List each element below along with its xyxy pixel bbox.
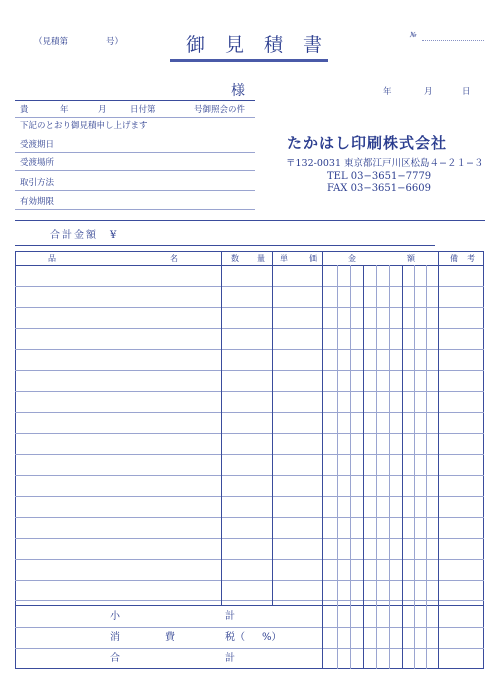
title-char-1: 御 bbox=[186, 34, 206, 56]
header-amount-char-2: 額 bbox=[407, 254, 415, 263]
col-divider-remarks bbox=[438, 251, 439, 669]
total-amount-top-line bbox=[15, 220, 485, 221]
total-char-1: 合 bbox=[110, 653, 120, 664]
title-char-2: 見 bbox=[225, 34, 245, 56]
field-delivery-place: 受渡場所 bbox=[20, 158, 55, 168]
title-underline bbox=[170, 59, 328, 62]
header-remarks-char-2: 考 bbox=[467, 254, 475, 263]
digit-col bbox=[426, 265, 427, 669]
field-line-3 bbox=[15, 190, 255, 191]
header-amount-char-1: 金 bbox=[348, 254, 356, 263]
digit-col bbox=[376, 265, 377, 669]
header-qty-char-2: 量 bbox=[257, 254, 265, 263]
ref-month: 月 bbox=[98, 105, 107, 115]
ref-year: 年 bbox=[60, 105, 69, 115]
header-price-char-1: 単 bbox=[280, 254, 288, 263]
ref-inquiry: 号御照会の件 bbox=[194, 105, 246, 115]
digit-col-major bbox=[402, 265, 403, 669]
date-day-label: 日 bbox=[462, 87, 471, 97]
header-remarks-char-1: 備 bbox=[450, 254, 458, 263]
field-payment-terms: 取引方法 bbox=[20, 178, 55, 188]
tax-char-1: 消 bbox=[110, 632, 120, 643]
digit-col-major bbox=[363, 265, 364, 669]
number-field-line bbox=[422, 40, 484, 41]
title-char-4: 書 bbox=[303, 34, 323, 56]
company-fax: FAX 03−3651−6609 bbox=[327, 183, 431, 194]
company-address: 〒132-0031 東京都江戸川区松島４−２１−３ bbox=[286, 158, 484, 169]
date-month-label: 月 bbox=[424, 87, 433, 97]
subtotal-char-2: 計 bbox=[225, 611, 235, 622]
yen-mark: ¥ bbox=[110, 230, 117, 241]
company-tel: TEL 03−3651−7779 bbox=[327, 171, 432, 182]
tax-char-2: 費 bbox=[165, 632, 175, 643]
tax-char-3: 税（ bbox=[225, 632, 245, 643]
date-year-label: 年 bbox=[383, 87, 392, 97]
total-amount-label: 合計金額 bbox=[50, 230, 98, 241]
ref-date-no: 日付第 bbox=[130, 105, 156, 115]
field-line-1 bbox=[15, 152, 255, 153]
recipient-underline bbox=[15, 100, 255, 101]
number-mark: № bbox=[410, 31, 417, 39]
col-divider-price bbox=[272, 251, 273, 605]
recipient-suffix: 様 bbox=[231, 83, 245, 99]
title-char-3: 積 bbox=[264, 34, 284, 56]
digit-col bbox=[389, 265, 390, 669]
estimate-no-prefix: （見積第 bbox=[34, 37, 69, 47]
digit-col bbox=[337, 265, 338, 669]
intro-text: 下記のとおり御見積申し上げます bbox=[20, 121, 148, 131]
estimate-no-suffix: 号） bbox=[106, 37, 124, 47]
reference-underline bbox=[15, 117, 255, 118]
field-line-4 bbox=[15, 209, 255, 210]
total-char-2: 計 bbox=[225, 653, 235, 664]
col-divider-qty bbox=[221, 251, 222, 605]
digit-col bbox=[350, 265, 351, 669]
field-delivery-date: 受渡期日 bbox=[20, 140, 55, 150]
header-price-char-2: 価 bbox=[309, 254, 317, 263]
header-item-char-2: 名 bbox=[170, 254, 178, 263]
subtotal-char-1: 小 bbox=[110, 611, 120, 622]
header-item-char-1: 品 bbox=[48, 254, 56, 263]
header-qty-char-1: 数 bbox=[231, 254, 239, 263]
company-name: たかはし印刷株式会社 bbox=[287, 134, 448, 152]
col-divider-amount bbox=[322, 251, 323, 669]
ref-ki: 貴 bbox=[20, 105, 29, 115]
tax-char-4: %） bbox=[262, 632, 282, 643]
total-amount-underline bbox=[15, 245, 435, 246]
digit-col bbox=[414, 265, 415, 669]
field-validity: 有効期限 bbox=[20, 197, 55, 207]
field-line-2 bbox=[15, 170, 255, 171]
